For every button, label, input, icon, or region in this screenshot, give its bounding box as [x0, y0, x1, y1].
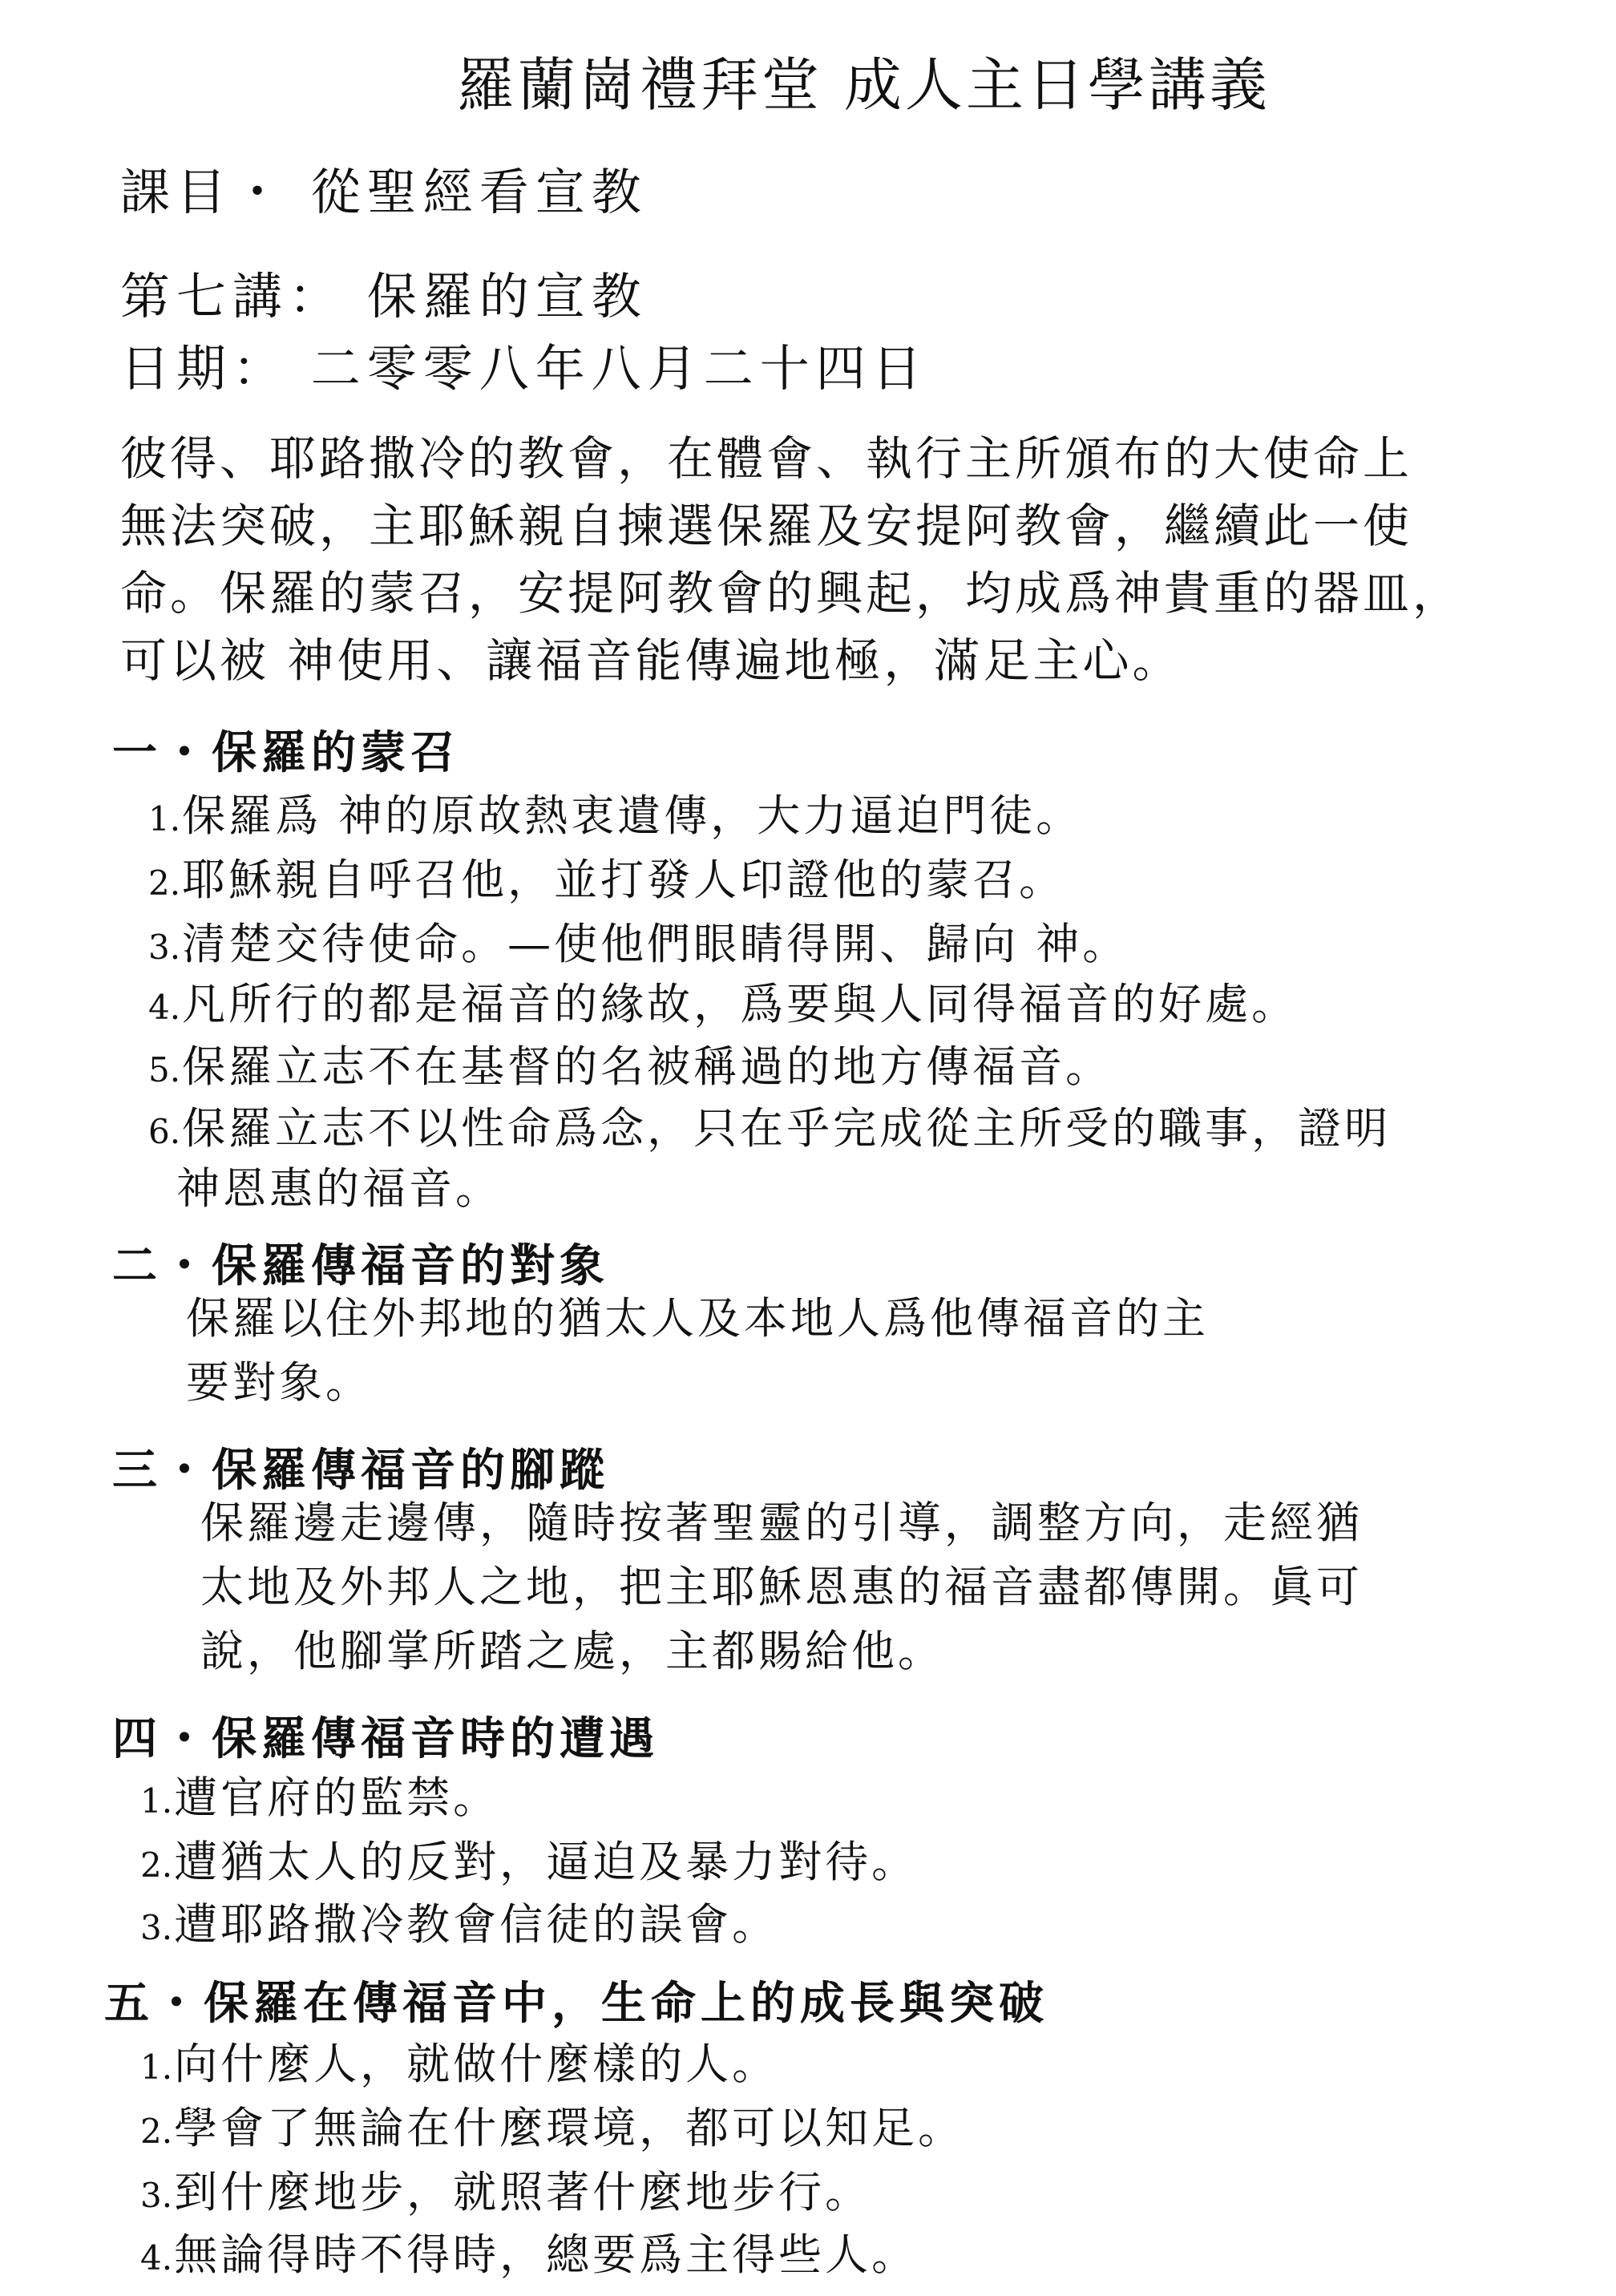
section-heading-4: 四・保羅傳福音時的遭遇 — [112, 1712, 659, 1765]
section-heading-3: 三・保羅傳福音的腳蹤 — [112, 1444, 609, 1497]
list-item-continuation: 神恩惠的福音。 — [176, 1163, 502, 1214]
list-item: 5.保羅立志不在基督的名被稱過的地方傳福音。 — [148, 1041, 1113, 1092]
lecture-line: 第七講： 保羅的宣教 — [120, 267, 648, 325]
page-title: 羅蘭崗禮拜堂 成人主日學講義 — [457, 51, 1271, 119]
date-line: 日期： 二零零八年八月二十四日 — [120, 339, 928, 398]
subject-line: 課目・ 從聖經看宣教 — [120, 163, 648, 221]
list-item: 3.清楚交待使命。—使他們眼睛得開、歸向 神。 — [148, 919, 1129, 969]
intro-paragraph — [120, 425, 1531, 694]
section-2-body: 保羅以住外邦地的猶太人及本地人爲他傳福音的主 要對象。 — [186, 1293, 1209, 1408]
section-heading-2: 二・保羅傳福音的對象 — [112, 1239, 609, 1292]
list-item: 2.遭猶太人的反對，逼迫及暴力對待。 — [140, 1837, 919, 1887]
list-item: 2.學會了無論在什麼環境，都可以知足。 — [140, 2103, 965, 2153]
list-item: 4.凡所行的都是福音的緣故，爲要與人同得福音的好處。 — [148, 979, 1299, 1029]
list-item: 3.遭耶路撒冷教會信徒的誤會。 — [140, 1899, 779, 1950]
section-heading-5: 五・保羅在傳福音中，生命上的成長與突破 — [104, 1977, 1048, 2030]
list-item: 1.遭官府的監禁。 — [140, 1773, 500, 1823]
intro-line: 彼得、耶路撒冷的教會，在體會、執行主所頒布的大使命上 — [120, 431, 1413, 486]
intro-line: 無法突破，主耶穌親自揀選保羅及安提阿教會，繼續此一使 — [120, 499, 1413, 553]
intro-line: 命。保羅的蒙召，安提阿教會的興起，均成爲神貴重的器皿， — [120, 566, 1463, 620]
list-item: 4.無論得時不得時，總要爲主得些人。 — [140, 2229, 919, 2280]
list-item: 6.保羅立志不以性命爲念，只在乎完成從主所受的職事，證明 — [148, 1103, 1392, 1154]
list-item: 1.保羅爲 神的原故熱衷遺傳，大力逼迫門徒。 — [148, 790, 1083, 841]
section-3-body: 保羅邊走邊傳，隨時按著聖靈的引導，調整方向，走經猶 太地及外邦人之地，把主耶穌恩惠的福音盡都傳開。眞可 說，他腳掌所踏之處，主都賜給他。 — [200, 1498, 1363, 1676]
list-item: 1.向什麼人，就做什麼樣的人。 — [140, 2039, 779, 2089]
intro-line: 可以被 神使用、讓福音能傳遍地極，滿足主心。 — [120, 633, 1182, 688]
list-item: 2.耶穌親自呼召他，並打發人印證他的蒙召。 — [148, 855, 1066, 905]
section-heading-1: 一・保羅的蒙召 — [112, 726, 460, 779]
list-item: 3.到什麼地步，就照著什麼地步行。 — [140, 2167, 872, 2217]
